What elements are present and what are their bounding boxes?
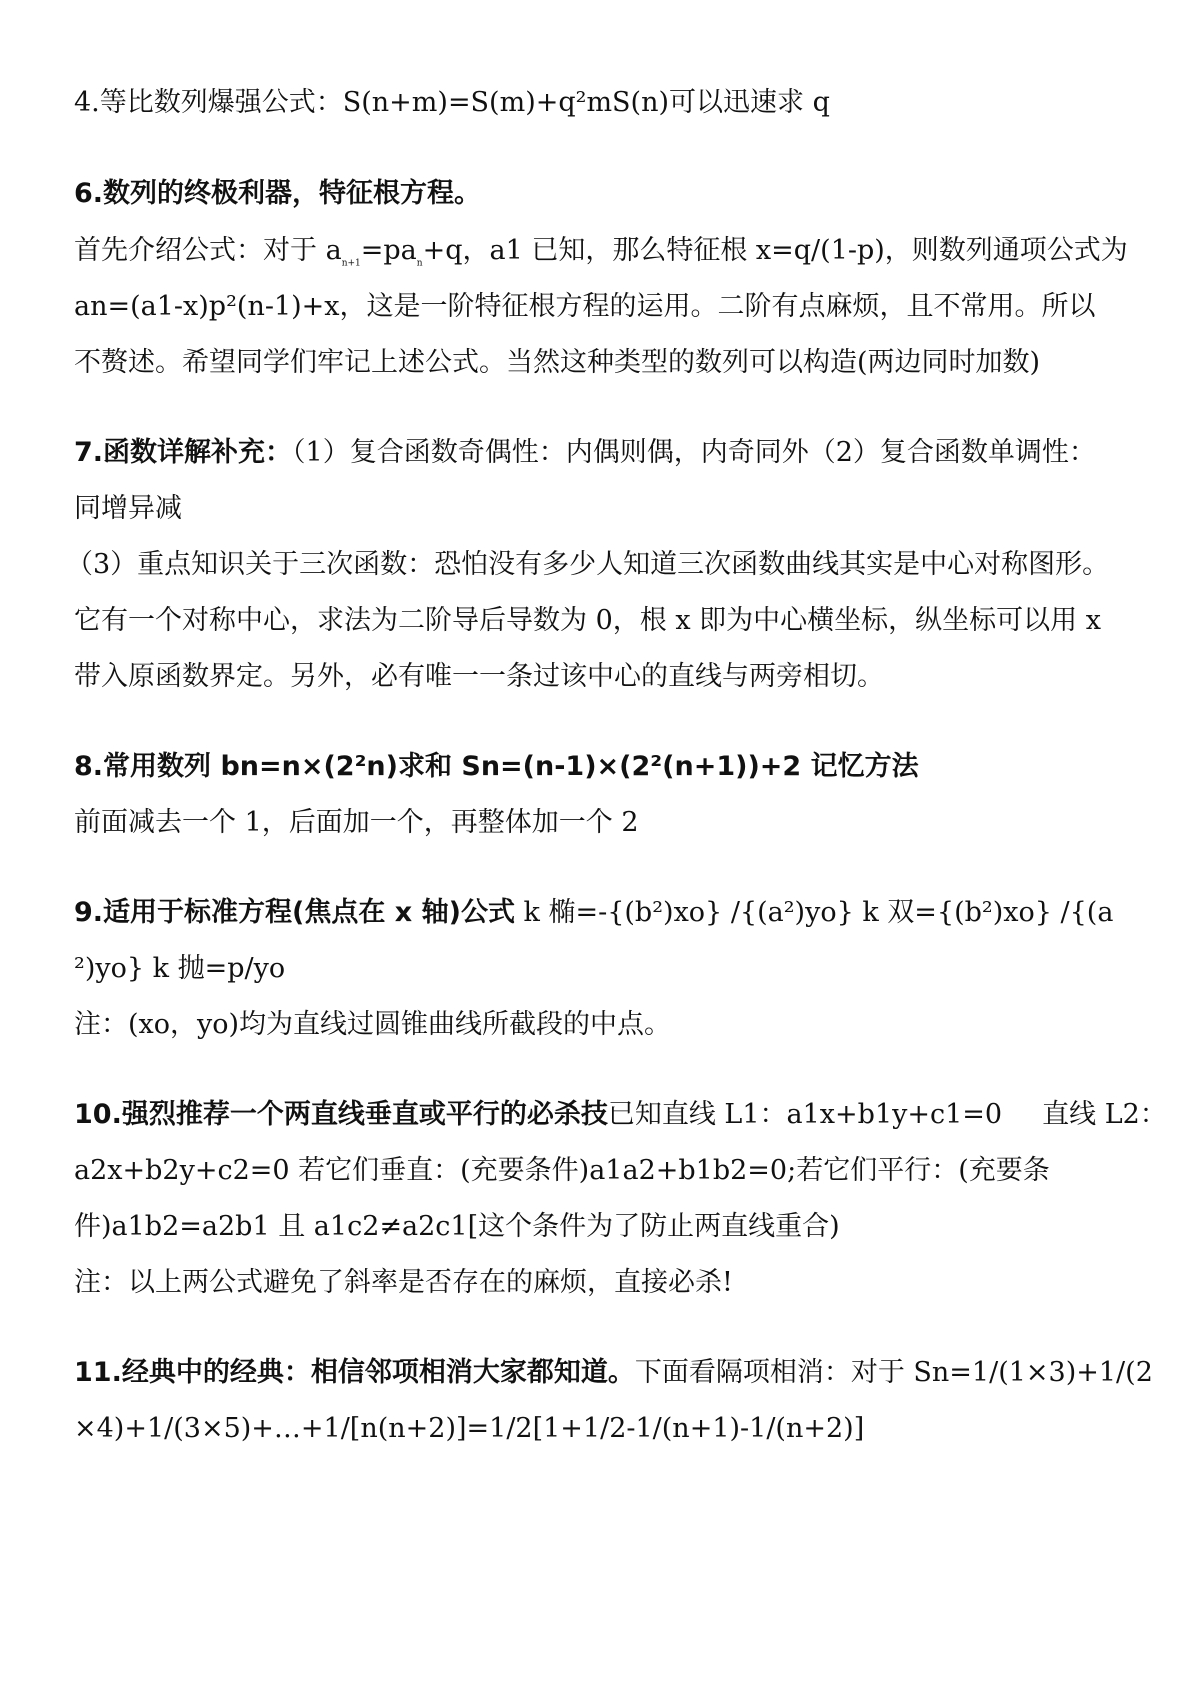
subscript-n-plus-1: n+1 [341, 258, 361, 269]
section-6-line-2: an=(a1-x)p²(n-1)+x，这是一阶特征根方程的运用。二阶有点麻烦，且不常用。所以 [74, 291, 1096, 322]
section-10-line-1-tail: 直线 L2： [1042, 1099, 1167, 1130]
section-10-line-4: 注：以上两公式避免了斜率是否存在的麻烦，直接必杀! [74, 1267, 733, 1298]
section-7-line-1 [74, 436, 1140, 470]
section-6-line-1 [74, 234, 1140, 280]
section-10-line-1 [74, 1098, 1167, 1132]
section-7-line-4: 它有一个对称中心，求法为二阶导后导数为 0，根 x 即为中心横坐标，纵坐标可以用 x [74, 605, 1101, 636]
section-9-line-2: ²)yo} k 抛=p/yo [74, 953, 286, 984]
section-6-line-1-part-a: 首先介绍公式：对于 a [74, 235, 342, 266]
section-10-line-1-rest: 已知直线 L1：a1x+b1y+c1=0 [607, 1099, 1003, 1130]
section-10-heading: 10.强烈推荐一个两直线垂直或平行的必杀技 [74, 1099, 608, 1130]
section-11-heading: 11.经典中的经典：相信邻项相消大家都知道。 [74, 1357, 635, 1388]
section-8-heading: 8.常用数列 bn=n×(2²n)求和 Sn=(n-1)×(2²(n+1))+2 记忆方法 [74, 751, 919, 782]
section-6-line-1-part-c: +q，a1 已知，那么特征根 x=q/(1-p)，则数列通项公式为 [422, 235, 1128, 266]
section-6-line-3: 不赘述。希望同学们牢记上述公式。当然这种类型的数列可以构造(两边同时加数) [74, 347, 1041, 378]
section-8-line-1: 前面减去一个 1，后面加一个，再整体加一个 2 [74, 807, 639, 838]
section-4-line-1: 4.等比数列爆强公式：S(n+m)=S(m)+q²mS(n)可以迅速求 q [74, 87, 830, 118]
section-9-heading: 9.适用于标准方程(焦点在 x 轴)公式 [74, 897, 515, 928]
section-7-line-3: （3）重点知识关于三次函数：恐怕没有多少人知道三次函数曲线其实是中心对称图形。 [66, 549, 1110, 580]
section-11-line-1-rest: 下面看隔项相消：对于 Sn=1/(1×3)+1/(2 [634, 1357, 1153, 1388]
section-10-line-3: 件)a1b2=a2b1 且 a1c2≠a2c1[这个条件为了防止两直线重合) [74, 1211, 840, 1242]
section-9-line-3: 注：(xo，yo)均为直线过圆锥曲线所截段的中点。 [74, 1009, 672, 1040]
section-11-line-1 [74, 1356, 1153, 1390]
section-6-heading: 6.数列的终极利器，特征根方程。 [74, 178, 482, 209]
section-7-line-1-rest: （1）复合函数奇偶性：内偶则偶，内奇同外（2）复合函数单调性： [292, 437, 1096, 468]
section-7-line-2: 同增异减 [74, 493, 182, 524]
section-10-line-2: a2x+b2y+c2=0 若它们垂直：(充要条件)a1a2+b1b2=0;若它们平行：(充要条 [74, 1155, 1050, 1186]
section-9-line-1-rest: k 椭=-{(b²)xo} /{(a²)yo} k 双={(b²)xo} /{(a [514, 897, 1114, 928]
subscript-n: n [416, 258, 423, 269]
section-9-line-1 [74, 896, 1140, 930]
section-6-line-1-part-b: =pa [360, 235, 417, 266]
section-7-heading: 7.函数详解补充： [74, 437, 293, 468]
section-7-line-5: 带入原函数界定。另外，必有唯一一条过该中心的直线与两旁相切。 [74, 661, 884, 692]
section-11-line-2: ×4)+1/(3×5)+…+1/[n(n+2)]=1/2[1+1/2-1/(n+1)-1/(n+2)] [74, 1413, 865, 1444]
